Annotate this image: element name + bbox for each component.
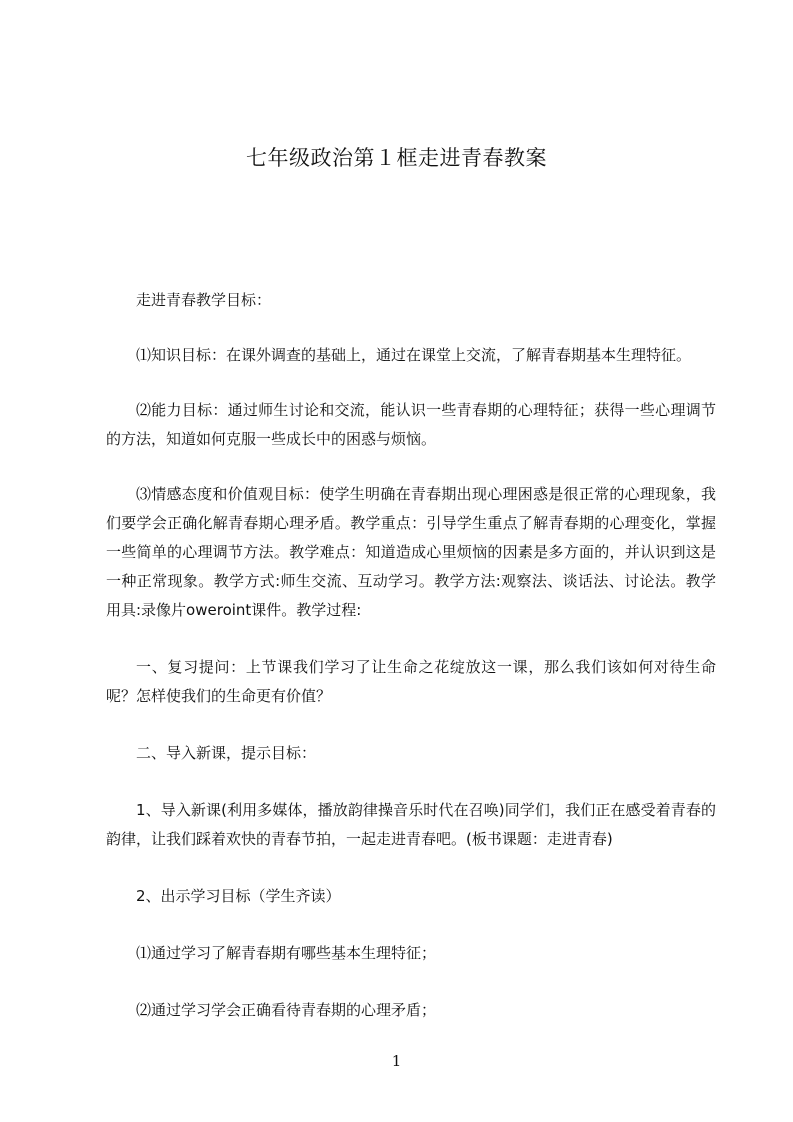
paragraph-goal-2: ⑵通过学习学会正确看待青春期的心理矛盾； — [136, 1001, 437, 1019]
paragraph-lesson-intro: 1、导入新课(利用多媒体，播放韵律操音乐时代在召唤)同学们，我们正在感受着青春的韵律，让我们踩着欢快的青春节拍，一起走进青春吧。(板书课题：走进青春) — [106, 801, 716, 848]
paragraph-learning-goals-heading: 2、出示学习目标（学生齐读） — [136, 887, 341, 905]
paragraph-new-lesson-heading: 二、导入新课，提示目标： — [136, 744, 317, 762]
paragraph-review-question: 一、复习提问：上节课我们学习了让生命之花绽放这一课，那么我们该如何对待生命呢？怎样使我们的生命更有价值？ — [106, 658, 716, 705]
paragraph-objectives-heading: 走进青春教学目标： — [136, 291, 272, 309]
document-body — [106, 286, 716, 1025]
document-title: 七年级政治第１框走进青春教案 — [246, 146, 547, 170]
paragraph-attitude-objective: ⑶情感态度和价值观目标：使学生明确在青春期出现心理困惑是很正常的心理现象，我们要学会正确化解青春期心理矛盾。教学重点：引导学生重点了解青春期的心理变化，掌握一些简单的心理调节方法。教学难点：知道造成心里烦恼的因素是多方面的，并认识到这是一种正常现象。教学方式:师生交流、互动学习。教学方法:观察法、谈话法、讨论法。教学用具:录像片oweroint课件。教学过程: — [106, 485, 716, 619]
paragraph-knowledge-objective: ⑴知识目标：在课外调查的基础上，通过在课堂上交流，了解青春期基本生理特征。 — [136, 346, 692, 364]
page-number: 1 — [391, 1052, 402, 1070]
paragraph-goal-1: ⑴通过学习了解青春期有哪些基本生理特征； — [136, 944, 437, 962]
paragraph-ability-objective: ⑵能力目标：通过师生讨论和交流，能认识一些青春期的心理特征；获得一些心理调节的方法，知道如何克服一些成长中的困惑与烦恼。 — [106, 401, 716, 448]
